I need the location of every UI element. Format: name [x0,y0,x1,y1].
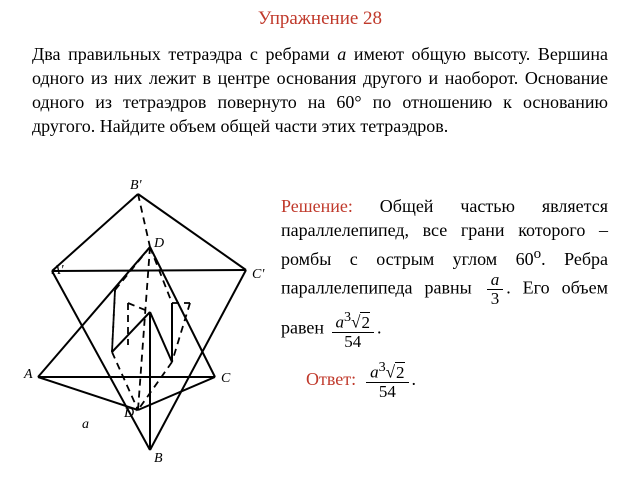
label-b-prime: B' [130,178,142,193]
label-d-prime: D' [124,406,138,421]
volume-exponent: 3 [344,309,352,325]
answer-label: Ответ: [306,368,357,389]
answer-exponent: 3 [378,359,386,375]
answer-fraction: $\frac{a^3√2}{54}$ [366,358,408,401]
answer-var: a [370,362,379,382]
volume-denominator: 54 [344,331,362,351]
solution-label: Решение: [281,196,353,216]
solution-block [281,194,608,351]
volume-var: a [335,312,345,332]
problem-text-1: Два правильных тетраэдра с ребрами [32,44,338,64]
volume-fraction: $\frac{a^3√2}{54}$ [332,308,374,351]
answer-end: . [411,368,417,389]
solution-text-1: Общей частью является параллелепипед, все грани которого – ромбы с острым углом 60 [281,196,608,269]
edge-length-fraction [487,271,504,308]
answer-block [306,358,416,401]
label-edge-a: a [82,417,89,432]
label-c: C [221,371,231,386]
label-a-prime: A' [52,263,64,278]
label-a: A [24,367,33,382]
label-d: D [154,236,165,251]
edge-variable: a [337,44,347,64]
answer-radicand: 2 [396,362,405,382]
solution-text-4: . [376,317,382,338]
exercise-title: Упражнение 28 [257,8,383,29]
solution-text-3: . Его объем равен [281,277,608,338]
edge-length-numerator: a [490,270,500,289]
volume-radicand: 2 [361,312,370,332]
figure-lines [38,194,246,450]
degree-superscript: o [533,246,542,262]
answer-denominator: 54 [378,381,396,401]
edge-length-denominator: 3 [490,289,500,308]
label-b: B [154,451,163,466]
label-c-prime: C' [252,267,265,282]
problem-text-2: имеют общую высоту. Вершина одного из них лежит в центре основания другого и наоборот. Основание одного из тетраэдров повернуто на 60° по отношению к основанию другого. Найдите объем общей части этих тетраэдров. [32,44,608,136]
solution-text-2: . Ребра параллелепипеда равны [281,249,608,298]
